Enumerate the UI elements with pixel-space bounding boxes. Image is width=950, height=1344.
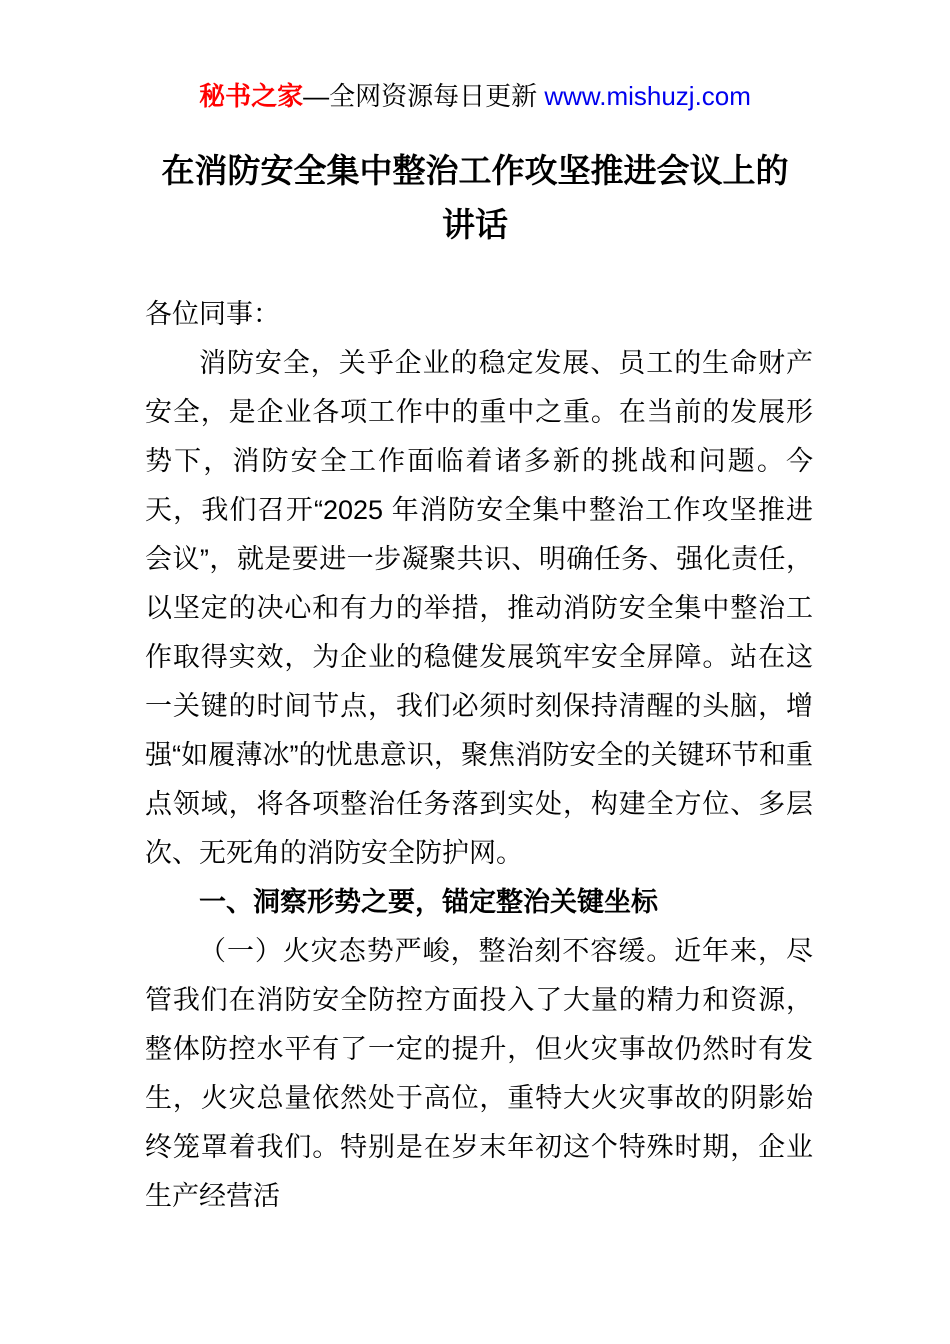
- site-header: [0, 0, 950, 114]
- document-title: 在消防安全集中整治工作攻坚推进会议上的讲话: [161, 152, 789, 243]
- paragraph-opening: 消防安全，关乎企业的稳定发展、员工的生命财产安全，是企业各项工作中的重中之重。在当前的发展形势下，消防安全工作面临着诸多新的挑战和问题。今天，我们召开“2025 年消防安全集中整治工作攻坚推进会议”，就是要进一步凝聚共识、明确任务、强化责任，以坚定的决心和有力的举措，推动消防安全集中整治工作取得实效，为企业的稳健发展筑牢安全屏障。站在这一关键的时间节点，我们必须时刻保持清醒的头脑，增强“如履薄冰”的忧患意识，聚焦消防安全的关键环节和重点领域，将各项整治任务落到实处，构建全方位、多层次、无死角的消防安全防护网。: [145, 348, 813, 868]
- site-url-link[interactable]: www.mishuzj.com: [544, 81, 751, 111]
- site-name: 秘书之家: [199, 81, 304, 111]
- document-body: [0, 290, 950, 1221]
- greeting-line: 各位同事：: [145, 299, 280, 329]
- site-tagline: —全网资源每日更新: [303, 81, 545, 111]
- paragraph-section-1-item-1: （一）火灾态势严峻，整治刻不容缓。近年来，尽管我们在消防安全防控方面投入了大量的精力和资源，整体防控水平有了一定的提升，但火灾事故仍然时有发生，火灾总量依然处于高位，重特大火灾事故的阴影始终笼罩着我们。特别是在岁末年初这个特殊时期，企业生产经营活: [145, 936, 813, 1211]
- section-heading-1: 一、洞察形势之要，锚定整治关键坐标: [199, 887, 658, 917]
